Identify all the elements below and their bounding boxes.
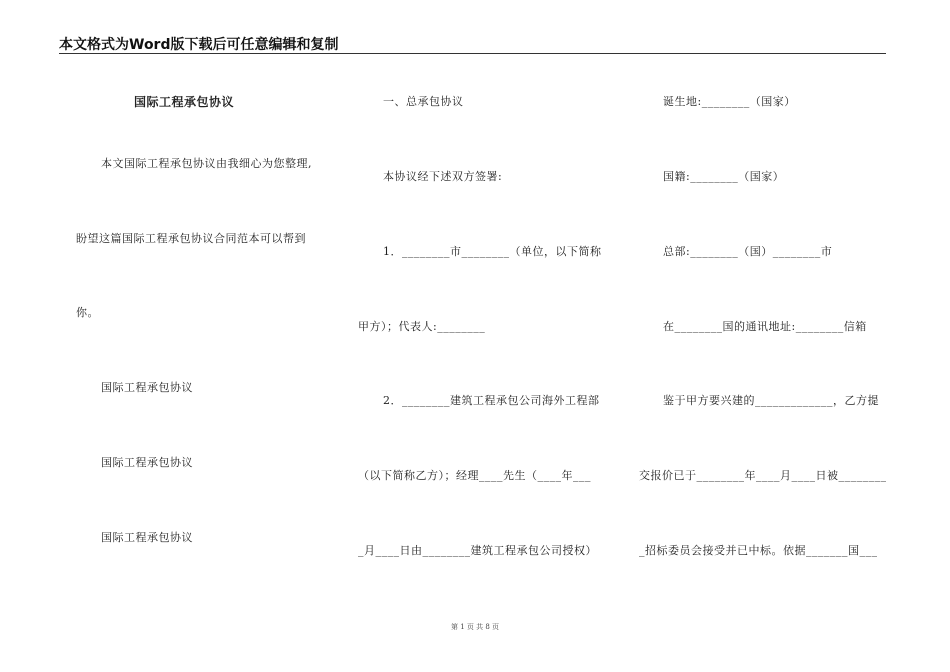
right-paragraph-line: 诞生地:________（国家） xyxy=(663,95,796,108)
section-heading: 一、总承包协议 xyxy=(383,95,464,108)
left-paragraph-line: 你。 xyxy=(76,306,99,319)
document-header: 本文格式为Word版下载后可任意编辑和复制 xyxy=(59,37,339,53)
right-paragraph-line: 国籍:________（国家） xyxy=(663,170,785,183)
left-subtitle: 国际工程承包协议 xyxy=(101,456,193,469)
middle-paragraph-line: 本协议经下述双方签署: xyxy=(383,170,503,183)
right-paragraph-line: 鉴于甲方要兴建的_____________，乙方提 xyxy=(663,394,879,407)
middle-paragraph-line: （以下简称乙方）；经理____先生（____年___ xyxy=(358,469,591,482)
middle-paragraph-line: _月____日由________建筑工程承包公司授权） xyxy=(358,544,597,557)
right-paragraph-line: _招标委员会接受并已中标。依据_______国___ xyxy=(639,544,878,557)
page-footer: 第 1 页 共 8 页 xyxy=(450,623,500,631)
right-paragraph-line: 在________国的通讯地址:________信箱 xyxy=(663,320,867,333)
middle-paragraph-line: 2．________建筑工程承包公司海外工程部 xyxy=(383,394,600,407)
left-subtitle: 国际工程承包协议 xyxy=(101,381,193,394)
left-subtitle: 国际工程承包协议 xyxy=(101,531,193,544)
left-paragraph-line: 本文国际工程承包协议由我细心为您整理, xyxy=(101,157,312,170)
left-paragraph-line: 盼望这篇国际工程承包协议合同范本可以帮到 xyxy=(76,232,306,245)
middle-paragraph-line: 甲方）；代表人:________ xyxy=(358,320,486,333)
document-title: 国际工程承包协议 xyxy=(134,95,235,109)
header-divider xyxy=(59,53,886,54)
right-paragraph-line: 总部:________（国）________市 xyxy=(663,245,833,258)
right-paragraph-line: 交报价已于________年____月____日被________ xyxy=(639,469,887,482)
middle-paragraph-line: 1．________市________（单位，以下简称 xyxy=(383,245,602,258)
